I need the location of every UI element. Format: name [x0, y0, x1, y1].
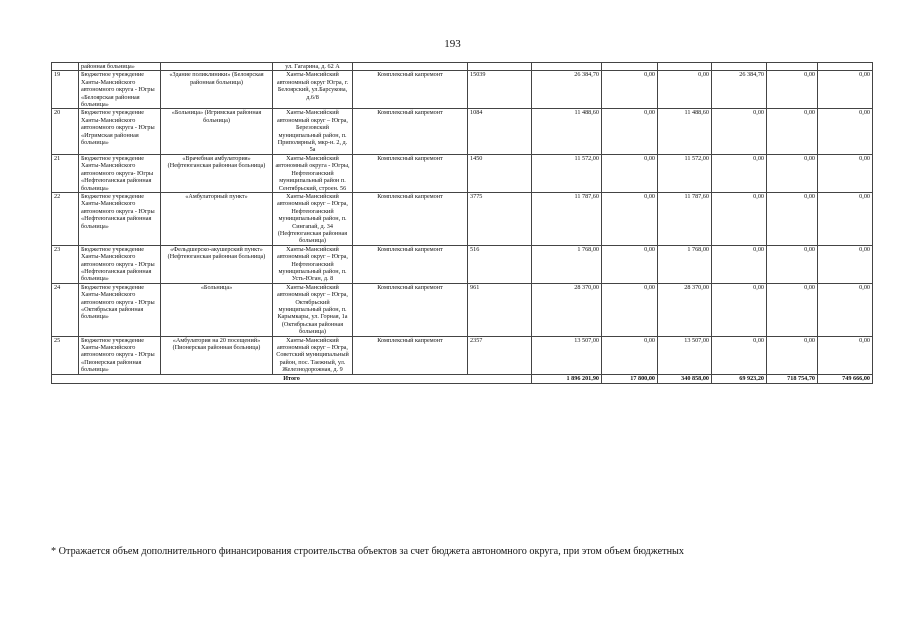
cell-v4: 0,00 — [767, 245, 818, 283]
cell-v3: 0,00 — [712, 109, 767, 154]
cell-v1: 0,00 — [602, 109, 658, 154]
cell-work-type: Комплексный капремонт — [353, 109, 468, 154]
table-row — [52, 109, 873, 154]
cell-area: 15039 — [468, 71, 532, 109]
cell-institution: Бюджетное учреждение Ханты-Мансийского автономного округа- Югры «Нефтеюганская районная больница» — [79, 154, 161, 192]
cell-v5: 0,00 — [818, 192, 873, 245]
cell-total: 11 572,00 — [532, 154, 602, 192]
totals-v4: 718 754,70 — [767, 374, 818, 383]
cell-work-type: Комплексный капремонт — [353, 245, 468, 283]
cell-number: 21 — [52, 154, 79, 192]
cell-v2: 11 787,60 — [658, 192, 712, 245]
cell-total: 26 384,70 — [532, 71, 602, 109]
table-row — [52, 336, 873, 374]
cell-number: 25 — [52, 336, 79, 374]
cell-object: «Амбулатория на 20 посещений» (Пионерская районная больница) — [161, 336, 273, 374]
cell-institution: Бюджетное учреждение Ханты-Мансийского автономного округа - Югры «Игримская районная больница» — [79, 109, 161, 154]
cell-v5: 0,00 — [818, 283, 873, 336]
cell-address: Ханты-Мансийский автономный округ – Югра, Нефтеюганский муниципальный район, п. Усть-Юган, д. 8 — [273, 245, 353, 283]
cell-v5: 0,00 — [818, 154, 873, 192]
cell-area: 516 — [468, 245, 532, 283]
cell-address: Ханты-Мансийский автономный округ – Югра, Советский муниципальный район, пос. Таежный, ул. Железнодорожная, д. 9 — [273, 336, 353, 374]
page-number: 193 — [444, 38, 461, 50]
cell-v3: 0,00 — [712, 245, 767, 283]
cell-v1: 0,00 — [602, 192, 658, 245]
cell-total: 1 768,00 — [532, 245, 602, 283]
cell-v1: 0,00 — [602, 154, 658, 192]
cell-v1: 0,00 — [602, 283, 658, 336]
cell-work-type: Комплексный капремонт — [353, 192, 468, 245]
cell-v2: 1 768,00 — [658, 245, 712, 283]
cell-address: ул. Гагарина, д. 62 А — [273, 63, 353, 71]
cell-area: 1084 — [468, 109, 532, 154]
cell-number: 19 — [52, 71, 79, 109]
cell-institution: Бюджетное учреждение Ханты-Мансийского автономного округа - Югры «Белоярская районная больница» — [79, 71, 161, 109]
cell-institution: Бюджетное учреждение Ханты-Мансийского автономного округа - Югры «Нефтеюганская районная больница» — [79, 192, 161, 245]
cell-area: 2357 — [468, 336, 532, 374]
continuation-row — [52, 63, 873, 71]
cell-total: 11 787,60 — [532, 192, 602, 245]
footnote: * Отражается объем дополнительного финансирования строительства объектов за счет бюджета автономного округа, при этом объем бюджетных — [51, 546, 684, 557]
table-row — [52, 192, 873, 245]
cell-number: 20 — [52, 109, 79, 154]
cell-v4: 0,00 — [767, 336, 818, 374]
cell-institution: Бюджетное учреждение Ханты-Мансийского автономного округа - Югры «Нефтеюганская районная больница» — [79, 245, 161, 283]
cell-v2: 0,00 — [658, 71, 712, 109]
table-row — [52, 245, 873, 283]
totals-v2: 340 858,00 — [658, 374, 712, 383]
cell-v5: 0,00 — [818, 336, 873, 374]
cell-number: 22 — [52, 192, 79, 245]
cell-v4: 0,00 — [767, 283, 818, 336]
cell-v3: 0,00 — [712, 283, 767, 336]
cell-work-type: Комплексный капремонт — [353, 336, 468, 374]
cell-number: 23 — [52, 245, 79, 283]
cell-object: «Фельдшерско-акушерский пункт» (Нефтеюганская районная больница) — [161, 245, 273, 283]
cell-address: Ханты-Мансийский автономный округ Югра, г. Белоярский, ул.Барсукова, д.6/8 — [273, 71, 353, 109]
totals-v5: 749 666,00 — [818, 374, 873, 383]
totals-row — [52, 374, 873, 383]
cell-v4: 0,00 — [767, 154, 818, 192]
cell-object: «Больница» (Игримская районная больница) — [161, 109, 273, 154]
cell-v5: 0,00 — [818, 71, 873, 109]
totals-total: 1 896 201,90 — [532, 374, 602, 383]
cell-institution: Бюджетное учреждение Ханты-Мансийского автономного округа - Югры «Пионерская районная больница» — [79, 336, 161, 374]
cell-v3: 26 384,70 — [712, 71, 767, 109]
table-row — [52, 283, 873, 336]
cell-v3: 0,00 — [712, 336, 767, 374]
cell-number: 24 — [52, 283, 79, 336]
table-row — [52, 154, 873, 192]
cell-object: «Здание поликлиники» (Белоярская районная больница) — [161, 71, 273, 109]
cell-area: 3775 — [468, 192, 532, 245]
cell-object: «Амбулаторный пункт» — [161, 192, 273, 245]
cell-v1: 0,00 — [602, 336, 658, 374]
cell-total: 28 370,00 — [532, 283, 602, 336]
cell-work-type: Комплексный капремонт — [353, 283, 468, 336]
cell-v4: 0,00 — [767, 109, 818, 154]
cell-institution: Бюджетное учреждение Ханты-Мансийского автономного округа - Югры «Октябрьская районная больница» — [79, 283, 161, 336]
cell-v2: 13 507,00 — [658, 336, 712, 374]
cell-v1: 0,00 — [602, 71, 658, 109]
cell-total: 13 507,00 — [532, 336, 602, 374]
cell-address: Ханты-Мансийский автономный округа - Югры, Нефтеюганский муниципальный район п. Сентябрьский, строен. 56 — [273, 154, 353, 192]
cell-v3: 0,00 — [712, 154, 767, 192]
cell-address: Ханты-Мансийский автономный округ – Югра, Нефтеюганский муниципальный район, п. Сингапай, д. 34 (Нефтеюганская районная больница) — [273, 192, 353, 245]
cell-area: 1450 — [468, 154, 532, 192]
cell-v3: 0,00 — [712, 192, 767, 245]
cell-total: 11 488,60 — [532, 109, 602, 154]
cell-work-type: Комплексный капремонт — [353, 154, 468, 192]
cell-institution: районная больница» — [79, 63, 161, 71]
totals-v1: 17 800,00 — [602, 374, 658, 383]
cell-address: Ханты-Мансийский автономный округ – Югра, Октябрьский муниципальный район, п. Карымкары, ул. Горная, 1а (Октябрьская районная больница) — [273, 283, 353, 336]
cell-v4: 0,00 — [767, 192, 818, 245]
table-body — [52, 63, 873, 375]
totals-v3: 69 923,20 — [712, 374, 767, 383]
cell-v5: 0,00 — [818, 109, 873, 154]
cell-address: Ханты-Мансийский автономный округ – Югра, Березовский муниципальный район, п. Приполярный, мкр-н. 2, д. 5а — [273, 109, 353, 154]
cell-v1: 0,00 — [602, 245, 658, 283]
cell-area: 961 — [468, 283, 532, 336]
cell-v2: 11 572,00 — [658, 154, 712, 192]
cell-v5: 0,00 — [818, 245, 873, 283]
cell-work-type: Комплексный капремонт — [353, 71, 468, 109]
cell-v4: 0,00 — [767, 71, 818, 109]
cell-v2: 11 488,60 — [658, 109, 712, 154]
cell-object: «Врачебная амбулатория» (Нефтеюганская районная больница) — [161, 154, 273, 192]
totals-label: Итого — [52, 374, 532, 383]
capital-repair-table — [51, 62, 873, 384]
cell-object: «Больница» — [161, 283, 273, 336]
cell-v2: 28 370,00 — [658, 283, 712, 336]
table-row — [52, 71, 873, 109]
